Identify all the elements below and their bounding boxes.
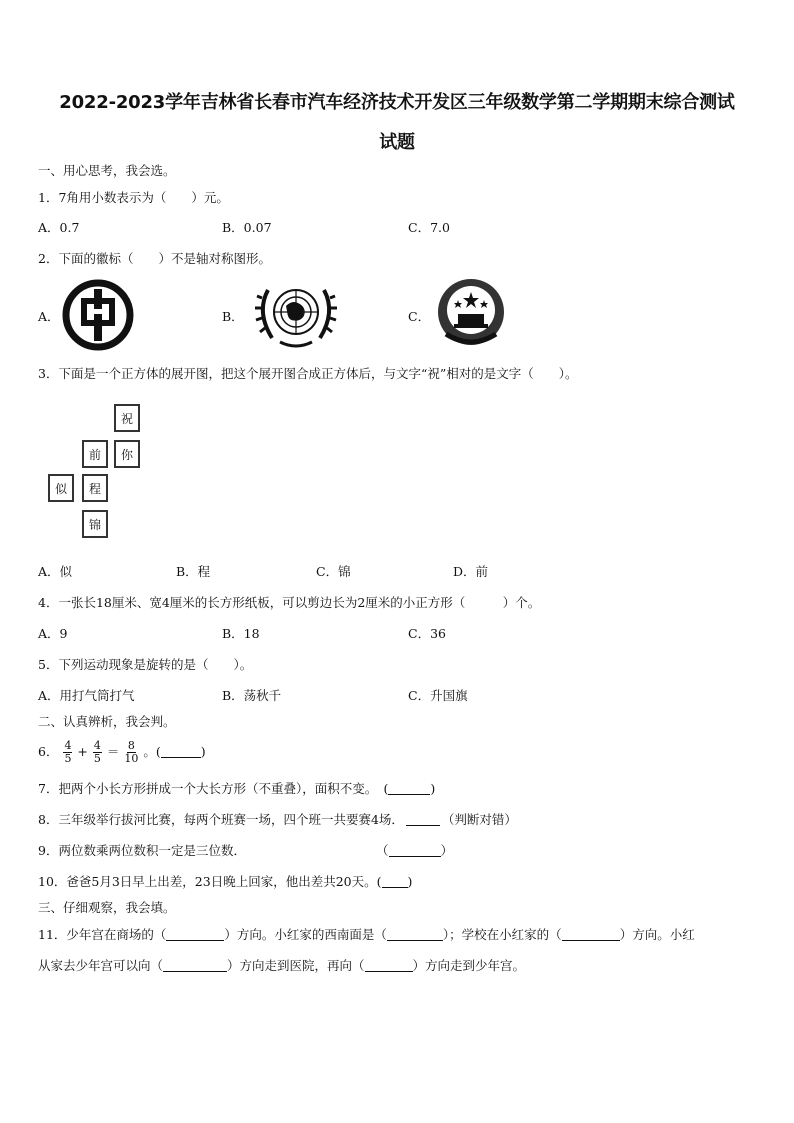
q6-number: 6． — [38, 744, 59, 759]
q3-option-a: A．似 — [38, 564, 73, 579]
question-1: 1．7角用小数表示为（ ）元。 — [38, 190, 229, 205]
net-cell-jin: 锦 — [82, 510, 108, 538]
q11-blank-4[interactable] — [163, 959, 227, 972]
question-11-line-2: 从家去少年宫可以向（ ）方向走到医院，再向（ ）方向走到少年宫。 — [38, 958, 526, 973]
plus-sign: + — [77, 744, 88, 759]
q5-option-a: A．用打气筒打气 — [38, 688, 135, 703]
q4-option-c: C．36 — [408, 626, 446, 641]
q2-option-c: C． — [408, 309, 431, 324]
q11-blank-2[interactable] — [387, 928, 443, 941]
question-10: 10．爸爸5月3日早上出差，23日晚上回家，他出差共20天。( ) — [38, 874, 413, 889]
net-cell-qian: 前 — [82, 440, 108, 468]
question-9: 9．两位数乘两位数积一定是三位数． — [38, 843, 246, 858]
net-cell-cheng: 程 — [82, 474, 108, 502]
question-8: 8．三年级举行拔河比赛，每两个班赛一场，四个班一共要赛4场． （判断对错） — [38, 812, 517, 827]
q5-option-b: B．荡秋千 — [222, 688, 282, 703]
national-emblem-icon — [434, 276, 508, 352]
question-11-line-1: 11．少年宫在商场的（ ）方向。小红家的西南面是（ ）；学校在小红家的（ ）方向。小红 — [38, 927, 695, 942]
q7-answer-blank[interactable] — [388, 782, 430, 795]
q11-blank-1[interactable] — [166, 928, 224, 941]
q9-answer-blank[interactable] — [389, 844, 441, 857]
q3-option-c: C．锦 — [316, 564, 351, 579]
q4-option-b: B．18 — [222, 626, 260, 641]
q5-option-c: C．升国旗 — [408, 688, 468, 703]
net-cell-ni: 你 — [114, 440, 140, 468]
net-cell-zhu: 祝 — [114, 404, 140, 432]
q2-option-a: A． — [38, 309, 60, 324]
page-title: 2022-2023学年吉林省长春市汽车经济技术开发区三年级数学第二学期期末综合测试 — [59, 92, 735, 113]
question-4: 4．一张长18厘米、宽4厘米的长方形纸板，可以剪边长为2厘米的小正方形（ ）个。 — [38, 595, 541, 610]
equals-sign: ＝ — [106, 744, 120, 759]
q6-answer-blank[interactable] — [161, 745, 201, 758]
net-cell-si: 似 — [48, 474, 74, 502]
section-heading-2: 二、认真辨析，我会判。 — [38, 714, 176, 729]
fraction-8-10: $\frac{8}{10}$ — [124, 739, 139, 765]
q3-option-d: D．前 — [453, 564, 489, 579]
q1-option-c: C．7.0 — [408, 220, 450, 235]
question-6: 6． $\frac{4}{5}$ + $\frac{4}{5}$ ＝ $\frac{8}{10}$ 。( ) — [38, 739, 206, 765]
question-2: 2．下面的徽标（ ）不是轴对称图形。 — [38, 251, 271, 266]
q4-option-a: A．9 — [38, 626, 68, 641]
q3-option-b: B．程 — [176, 564, 211, 579]
fraction-4-5-b: $\frac{4}{5}$ — [93, 739, 101, 765]
question-7: 7．把两个小长方形拼成一个大长方形（不重叠），面积不变。 ( ) — [38, 781, 436, 796]
q11-blank-5[interactable] — [365, 959, 413, 972]
q1-option-b: B．0.07 — [222, 220, 272, 235]
q11-blank-3[interactable] — [562, 928, 620, 941]
bank-emblem-icon — [62, 279, 134, 351]
un-emblem-icon — [250, 276, 342, 352]
page-title-cont: 试题 — [379, 132, 415, 153]
q9-answer: （ ） — [376, 843, 454, 858]
section-heading-1: 一、用心思考，我会选。 — [38, 163, 176, 178]
section-heading-3: 三、仔细观察，我会填。 — [38, 900, 176, 915]
q8-answer-blank[interactable] — [406, 813, 440, 826]
q10-answer-blank[interactable] — [382, 875, 408, 888]
q2-option-b: B． — [222, 309, 244, 324]
question-5: 5．下列运动现象是旋转的是（ ）。 — [38, 657, 253, 672]
q1-option-a: A．0.7 — [38, 220, 80, 235]
question-3: 3．下面是一个正方体的展开图，把这个展开图合成正方体后，与文字“祝”相对的是文字（ ）。 — [38, 366, 578, 381]
fraction-4-5: $\frac{4}{5}$ — [64, 739, 72, 765]
